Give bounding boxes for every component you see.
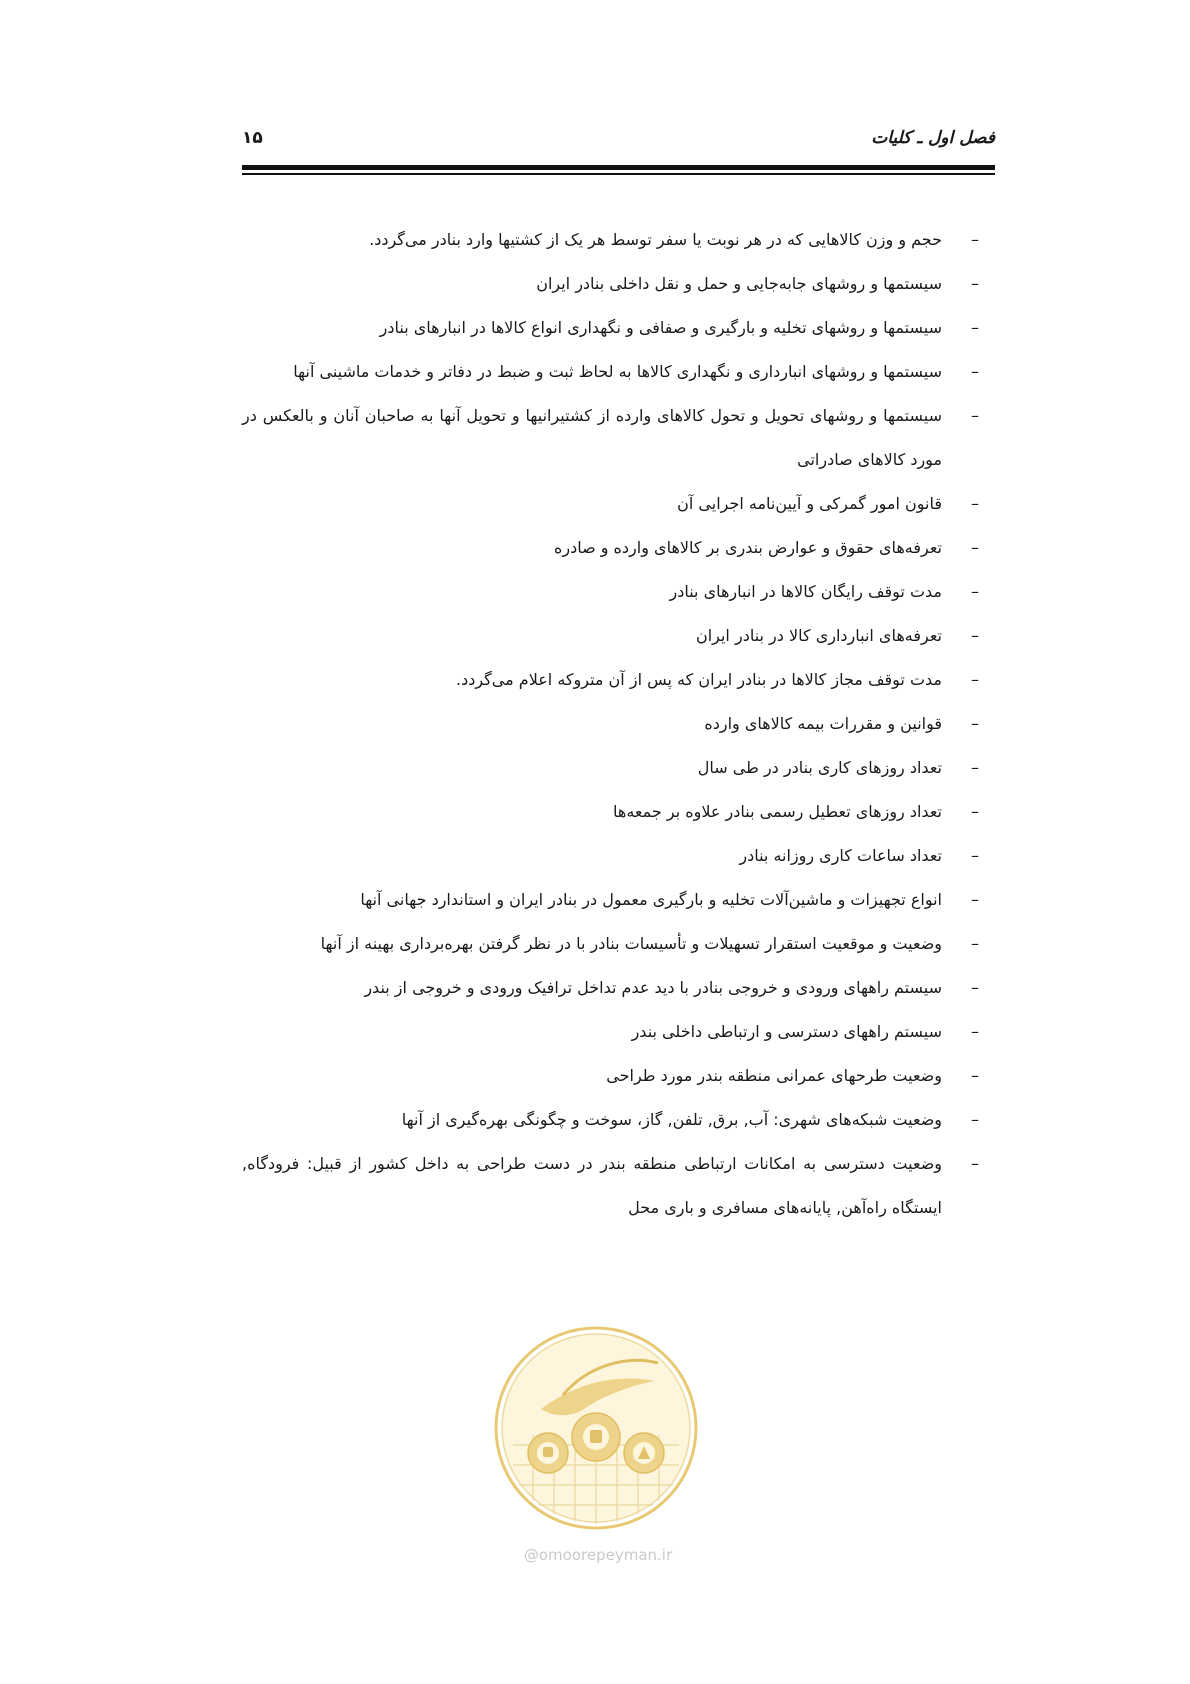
list-item bbox=[242, 262, 995, 306]
list-item-text: وضعیت و موقعیت استقرار تسهیلات و تأسیسات بنادر با در نظر گرفتن بهره‌برداری بهینه از آنها bbox=[320, 934, 942, 953]
dash-bullet: – bbox=[971, 318, 979, 337]
page-header bbox=[242, 128, 995, 160]
list-item bbox=[242, 790, 995, 834]
list-item-text: سیستم راههای ورودی و خروجی بنادر با دید عدم تداخل ترافیک ورودی و خروجی از بندر bbox=[364, 978, 942, 997]
list-item-text: وضعیت شبکه‌های شهری: آب, برق, تلفن, گاز، سوخت و چگونگی بهره‌گیری از آنها bbox=[401, 1110, 942, 1129]
dash-bullet: – bbox=[971, 846, 979, 865]
dash-bullet: – bbox=[971, 758, 979, 777]
list-item bbox=[242, 834, 995, 878]
dash-bullet: – bbox=[971, 274, 979, 293]
page-number: ۱۵ bbox=[242, 128, 263, 148]
dash-bullet: – bbox=[971, 230, 979, 249]
list-item-text: سیستمها و روشهای جابه‌جایی و حمل و نقل داخلی بنادر ایران bbox=[536, 274, 942, 293]
list-item bbox=[242, 922, 995, 966]
dash-bullet: – bbox=[971, 1066, 979, 1085]
list-item bbox=[242, 702, 995, 746]
list-item bbox=[242, 218, 995, 262]
watermark-url: @omoorepeyman.ir bbox=[523, 1546, 673, 1564]
list-item-text: سیستمها و روشهای تحویل و تحول کالاهای وارده از کشتیرانیها و تحویل آنها به صاحبان آنان و بالعکس در مورد کالاهای صادراتی bbox=[242, 406, 942, 469]
list-item-text: تعرفه‌های انبارداری کالا در بنادر ایران bbox=[695, 626, 942, 645]
list-item-text: تعداد ساعات کاری روزانه بنادر bbox=[739, 846, 942, 865]
list-item bbox=[242, 614, 995, 658]
list-item-text: مدت توقف رایگان کالاها در انبارهای بنادر bbox=[669, 582, 942, 601]
list-item-text: سیستمها و روشهای انبارداری و نگهداری کالاها به لحاظ ثبت و ضبط در دفاتر و خدمات ماشینی آنها bbox=[293, 362, 942, 381]
list-item-text: قوانین و مقررات بیمه کالاهای وارده bbox=[704, 714, 942, 733]
list-item-text: مدت توقف مجاز کالاها در بنادر ایران که پس از آن متروکه اعلام می‌گردد. bbox=[456, 670, 942, 689]
list-item bbox=[242, 1010, 995, 1054]
list-item bbox=[242, 306, 995, 350]
list-item-text: انواع تجهیزات و ماشین‌آلات تخلیه و بارگیری معمول در بنادر ایران و استاندارد جهانی آنها bbox=[360, 890, 942, 909]
list-item bbox=[242, 526, 995, 570]
dash-bullet: – bbox=[971, 582, 979, 601]
list-item bbox=[242, 482, 995, 526]
list-item-text: تعداد روزهای کاری بنادر در طی سال bbox=[697, 758, 942, 777]
bullet-list bbox=[242, 218, 995, 1230]
dash-bullet: – bbox=[971, 670, 979, 689]
list-item bbox=[242, 658, 995, 702]
list-item-text: وضعیت طرحهای عمرانی منطقه بندر مورد طراحی bbox=[606, 1066, 942, 1085]
list-item bbox=[242, 1054, 995, 1098]
chapter-title: فصل اول ـ کلیات bbox=[871, 128, 995, 148]
list-item bbox=[242, 1142, 995, 1230]
dash-bullet: – bbox=[971, 626, 979, 645]
list-item-text: سیستم راههای دسترسی و ارتباطی داخلی بندر bbox=[631, 1022, 942, 1041]
list-item-text: حجم و وزن کالاهایی که در هر نوبت یا سفر توسط هر یک از کشتیها وارد بنادر می‌گردد. bbox=[369, 230, 942, 249]
dash-bullet: – bbox=[971, 1154, 979, 1173]
dash-bullet: – bbox=[971, 538, 979, 557]
dash-bullet: – bbox=[971, 890, 979, 909]
header-rule-thin bbox=[242, 173, 995, 175]
list-item bbox=[242, 570, 995, 614]
list-item bbox=[242, 966, 995, 1010]
dash-bullet: – bbox=[971, 406, 979, 425]
watermark-logo bbox=[493, 1325, 699, 1531]
list-item bbox=[242, 394, 995, 482]
logo-seal-icon bbox=[493, 1325, 699, 1531]
dash-bullet: – bbox=[971, 1022, 979, 1041]
header-rule bbox=[242, 165, 995, 170]
list-item bbox=[242, 878, 995, 922]
dash-bullet: – bbox=[971, 934, 979, 953]
list-item-text: سیستمها و روشهای تخلیه و بارگیری و صفافی و نگهداری انواع کالاها در انبارهای بنادر bbox=[379, 318, 942, 337]
list-item-text: تعداد روزهای تعطیل رسمی بنادر علاوه بر جمعه‌ها bbox=[613, 802, 942, 821]
list-item-text: قانون امور گمرکی و آیین‌نامه اجرایی آن bbox=[677, 494, 942, 513]
dash-bullet: – bbox=[971, 802, 979, 821]
dash-bullet: – bbox=[971, 978, 979, 997]
list-item bbox=[242, 746, 995, 790]
list-item-text: وضعیت دسترسی به امکانات ارتباطی منطقه بندر در دست طراحی به داخل کشور از قبیل: فرودگاه, ایستگاه راه‌آهن, پایانه‌های مسافری و باری محل bbox=[242, 1154, 942, 1217]
dash-bullet: – bbox=[971, 362, 979, 381]
list-item bbox=[242, 350, 995, 394]
dash-bullet: – bbox=[971, 1110, 979, 1129]
list-item-text: تعرفه‌های حقوق و عوارض بندری بر کالاهای وارده و صادره bbox=[553, 538, 942, 557]
dash-bullet: – bbox=[971, 714, 979, 733]
dash-bullet: – bbox=[971, 494, 979, 513]
list-item bbox=[242, 1098, 995, 1142]
